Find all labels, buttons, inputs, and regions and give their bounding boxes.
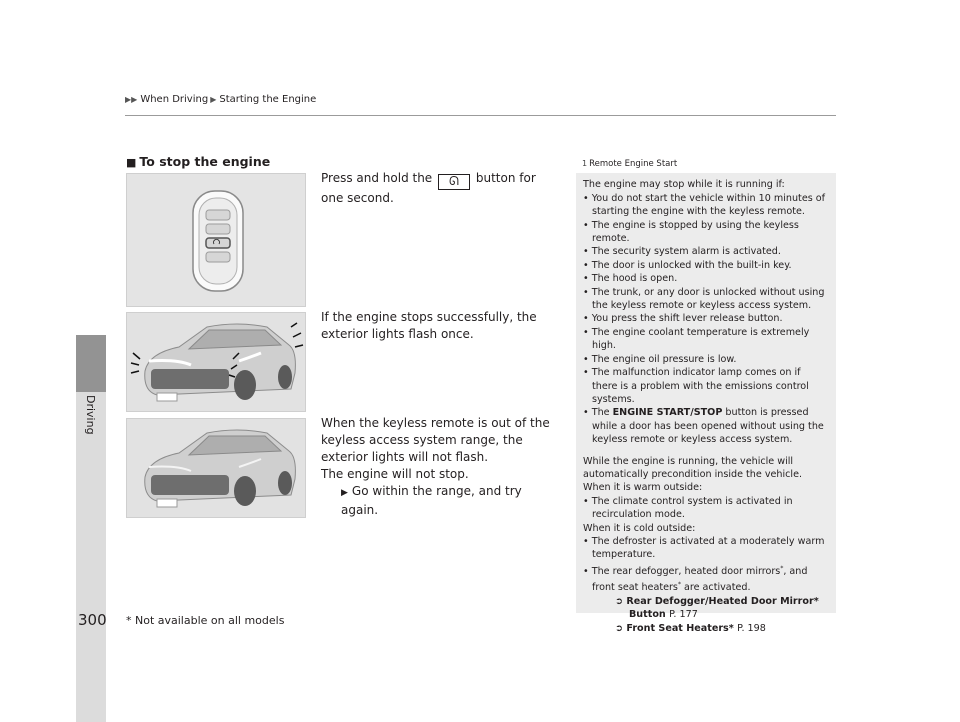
- instruction-text: Go within the range, and try again.: [341, 484, 522, 517]
- cross-reference-rear-defogger-cont[interactable]: Button P. 177: [629, 609, 698, 621]
- list-item: • The engine is stopped by using the keyless remote.: [583, 219, 799, 245]
- page-number: 300: [78, 611, 107, 629]
- list-item: • The engine coolant temperature is extremely high.: [583, 326, 810, 352]
- cross-reference-rear-defogger[interactable]: ➲ Rear Defogger/Heated Door Mirror*: [615, 595, 819, 607]
- step1-text-before: Press and hold the: [321, 171, 433, 185]
- list-item: • The defroster is activated at a moderately warm temperature.: [583, 535, 825, 561]
- list-item: • The ENGINE START/STOP button is pressed while a door has been opened without using the keyless remote or keyless access system.: [583, 407, 824, 446]
- chapter-tab-strip: [76, 392, 106, 722]
- out-of-range-text: When the keyless remote is out of the keyless access system range, the exterior lights will not flash.: [321, 416, 550, 464]
- note-title: 1 Remote Engine Start: [576, 154, 836, 173]
- step1-text-after: button for one second.: [321, 171, 536, 205]
- note-intro: The engine may stop while it is running if:: [583, 179, 785, 191]
- section-heading: [126, 154, 270, 169]
- breadcrumb-arrow-icon: ▶: [210, 95, 217, 104]
- header-divider: [125, 115, 836, 116]
- footnote: * Not available on all models: [126, 614, 285, 627]
- chapter-tab-marker: [76, 335, 106, 392]
- list-item: • The engine oil pressure is low.: [583, 353, 737, 365]
- step-lights-flash: If the engine stops successfully, the exterior lights flash once.: [321, 310, 537, 341]
- triangle-arrow-icon: ▶: [341, 488, 348, 498]
- list-item: • You press the shift lever release button.: [583, 313, 783, 325]
- keyless-remote-illustration: [126, 173, 306, 307]
- cross-reference-seat-heaters[interactable]: ➲ Front Seat Heaters* P. 198: [615, 622, 766, 634]
- precondition-text: While the engine is running, the vehicle will automatically precondition inside the vehicle.: [583, 455, 803, 480]
- square-bullet-icon: ■: [126, 156, 137, 169]
- breadcrumb-when-driving[interactable]: When Driving: [140, 94, 209, 105]
- reference-arrow-icon: ➲: [615, 622, 624, 634]
- car-lights-flashing-illustration: [126, 312, 306, 412]
- cold-label: When it is cold outside:: [583, 522, 696, 534]
- list-item: • The trunk, or any door is unlocked without using the keyless remote or keyless access system.: [583, 286, 825, 312]
- remote-start-button-icon: ᘏ: [438, 174, 470, 190]
- list-item: • The hood is open.: [583, 273, 678, 285]
- list-item: • The climate control system is activated in recirculation mode.: [583, 495, 793, 521]
- breadcrumb: [125, 94, 316, 105]
- engine-will-not-stop-text: The engine will not stop.: [321, 467, 469, 481]
- list-item: • You do not start the vehicle within 10 minutes of starting the engine with the keyless remote.: [583, 192, 826, 218]
- car-illustration: [126, 418, 306, 518]
- remote-engine-start-notes: [576, 154, 836, 634]
- warm-label: When it is warm outside:: [583, 482, 703, 494]
- instruction-item: [321, 483, 561, 519]
- list-item: • The security system alarm is activated.: [583, 246, 781, 258]
- breadcrumb-starting-engine[interactable]: Starting the Engine: [219, 94, 317, 105]
- reference-arrow-icon: ➲: [615, 595, 624, 607]
- list-item: • The malfunction indicator lamp comes on if there is a problem with the emissions control systems.: [583, 367, 809, 405]
- step-out-of-range: [321, 415, 561, 519]
- step-press-hold: [321, 170, 561, 207]
- note-icon: 1: [582, 159, 588, 168]
- list-item: • The door is unlocked with the built-in key.: [583, 259, 792, 271]
- section-heading-text: To stop the engine: [139, 154, 271, 169]
- breadcrumb-arrow-icon: ▶▶: [125, 95, 138, 104]
- list-item: • The rear defogger, heated door mirrors*, and front seat heaters* are activated.: [583, 564, 808, 594]
- chapter-tab-label: Driving: [84, 395, 97, 435]
